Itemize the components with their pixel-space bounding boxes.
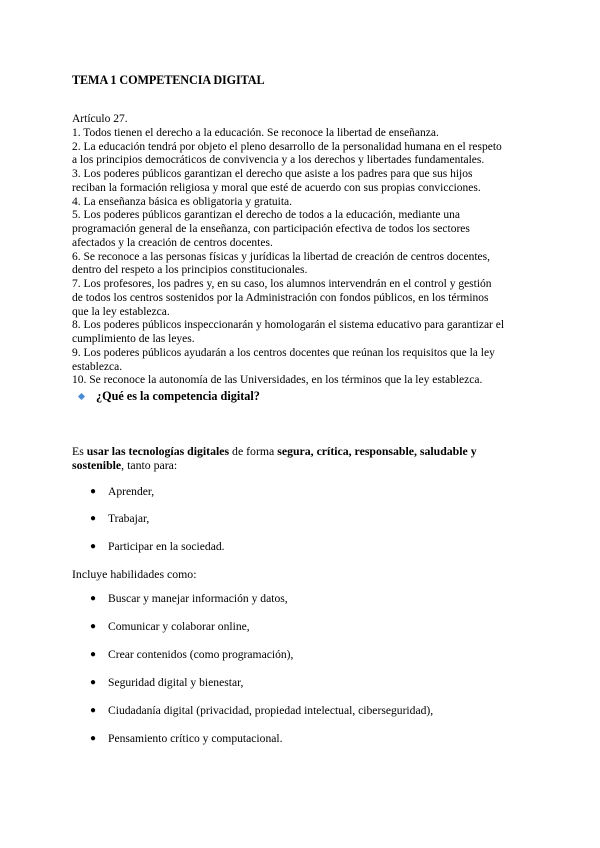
list-item-text: Aprender,: [108, 485, 155, 498]
article-line: 3. Los poderes públicos garantizan el derecho que asiste a los padres para que sus hijos: [72, 168, 473, 180]
def-text-1: Es: [72, 444, 87, 458]
article-line: de todos los centros sostenidos por la Administración con fondos públicos, en los términos: [72, 291, 489, 304]
article-line: reciban la formación religiosa y moral que esté de acuerdo con sus propias convicciones.: [72, 181, 481, 194]
article-line: cumplimiento de las leyes.: [72, 333, 195, 345]
list-item-text: Crear contenidos (como programación),: [108, 648, 294, 661]
list-item: [90, 704, 433, 717]
bullet-icon: ●: [90, 541, 97, 552]
bullet-icon: ●: [90, 649, 97, 660]
list-item-text: Pensamiento crítico y computacional.: [108, 732, 283, 745]
bullet-icon: ●: [90, 733, 97, 744]
bullet-icon: ●: [90, 705, 97, 716]
article-line: 8. Los poderes públicos inspeccionarán y homologarán el sistema educativo para garantizar el: [72, 319, 505, 332]
list-item: [90, 540, 225, 553]
list-item: [90, 485, 154, 498]
def-text-2: de forma: [229, 444, 278, 458]
article-line: que la ley establezca.: [72, 305, 170, 318]
article-line: 2. La educación tendrá por objeto el pleno desarrollo de la personalidad humana en el respeto: [72, 140, 502, 153]
article-27-text: [72, 113, 542, 388]
article-line: dentro del respeto a los principios constitucionales.: [72, 264, 308, 277]
list-item-text: Buscar y manejar información y datos,: [108, 592, 288, 605]
def-bold-1: usar las tecnologías digitales: [86, 444, 230, 458]
article-line: programación general de la enseñanza, con participación efectiva de todos los sectores: [72, 223, 470, 235]
bullet-icon: ●: [90, 677, 97, 688]
list-item: [90, 676, 243, 689]
list-item-text: Ciudadanía digital (privacidad, propiedad intelectual, ciberseguridad),: [108, 704, 434, 717]
def-bold-2: segura, crítica, responsable, saludable y sostenible: [72, 444, 477, 472]
list-item: [90, 592, 288, 605]
article-line: 10. Se reconoce la autonomía de las Universidades, en los términos que la ley establezca.: [72, 374, 483, 387]
list-item: [90, 620, 250, 633]
definition-paragraph: [72, 444, 502, 472]
list-item-text: Comunicar y colaborar online,: [108, 620, 250, 633]
article-line: Artículo 27.: [72, 113, 128, 125]
page-title: TEMA 1 COMPETENCIA DIGITAL: [72, 73, 265, 87]
list-item-text: Seguridad digital y bienestar,: [108, 676, 244, 689]
bullet-icon: ●: [90, 486, 97, 497]
article-line: 6. Se reconoce a las personas físicas y jurídicas la libertad de creación de centros docentes,: [72, 250, 490, 263]
article-line: 9. Los poderes públicos ayudarán a los centros docentes que reúnan los requisitos que la ley: [72, 346, 495, 359]
article-line: 1. Todos tienen el derecho a la educación. Se reconoce la libertad de enseñanza.: [72, 126, 439, 139]
article-line: 7. Los profesores, los padres y, en su caso, los alumnos intervendrán en el control y gestión: [72, 278, 492, 290]
article-line: 4. La enseñanza básica es obligatoria y gratuita.: [72, 195, 293, 208]
list-item: [90, 648, 293, 661]
article-line: afectados y la creación de centros docentes.: [72, 236, 273, 249]
diamond-bullet-icon: [78, 393, 85, 400]
list-item: [90, 512, 149, 525]
list-item: [90, 732, 283, 745]
bullet-icon: ●: [90, 513, 97, 524]
bullet-icon: ●: [90, 621, 97, 632]
section-question: ¿Qué es la competencia digital?: [96, 389, 260, 403]
includes-label: Incluye habilidades como:: [72, 567, 197, 581]
def-text-3: , tanto para:: [121, 458, 178, 472]
article-line: 5. Los poderes públicos garantizan el derecho de todos a la educación, mediante una: [72, 209, 460, 222]
list-item-text: Trabajar,: [108, 512, 150, 525]
bullet-icon: ●: [90, 593, 97, 604]
list-item-text: Participar en la sociedad.: [108, 540, 225, 553]
article-line: a los principios democráticos de convivencia y a los derechos y libertades fundamentales.: [72, 154, 485, 167]
section-heading: [72, 389, 260, 404]
article-line: establezca.: [72, 360, 123, 373]
